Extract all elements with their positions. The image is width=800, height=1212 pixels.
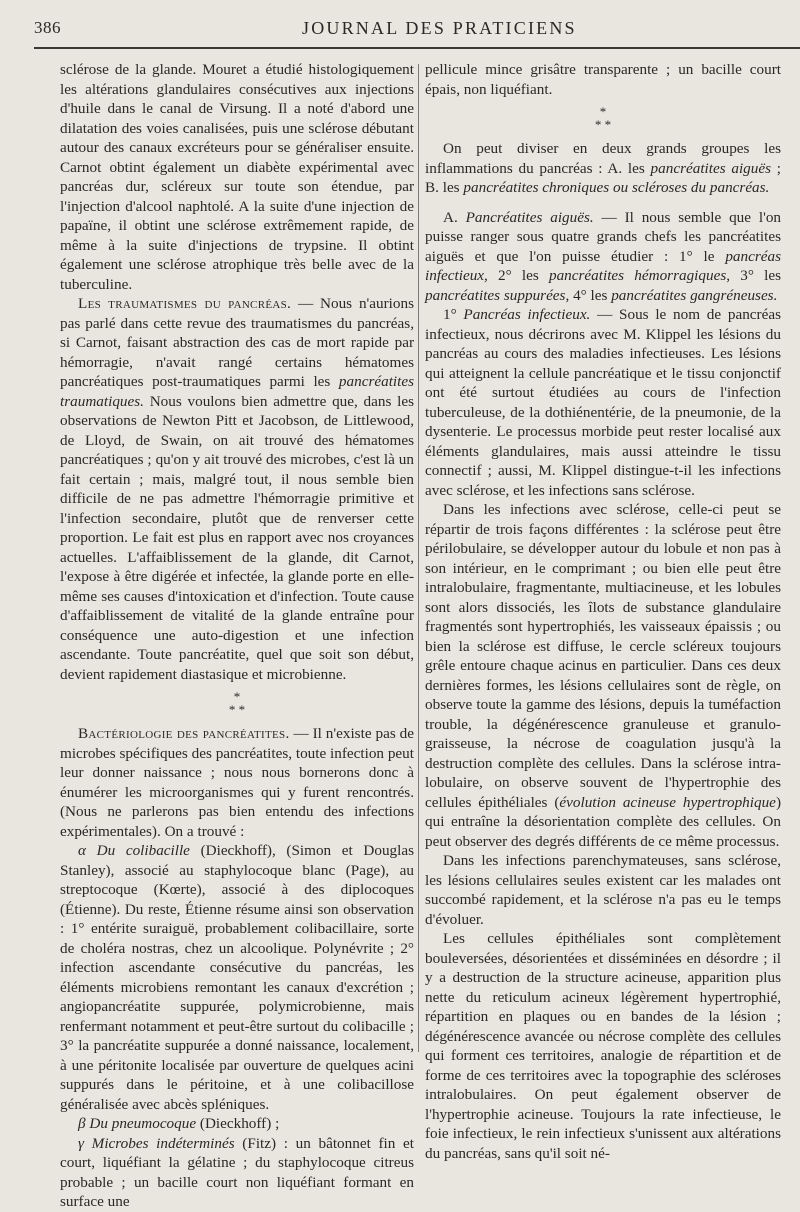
- list-item: [60, 1114, 414, 1134]
- text-run: A.: [443, 208, 466, 226]
- text-run: — Il nous semble que l'on puisse ranger sous quatre grands chefs les pancréatites aiguës et que l'on puisse étudier : 1° le: [425, 208, 782, 265]
- italic-text: pancréatites chroniques ou scléroses du pancréas.: [463, 179, 770, 196]
- paragraph: pellicule mince grisâtre transparente ; un bacille court épais, non liquéfiant.: [425, 61, 781, 98]
- paragraph: [425, 500, 781, 851]
- page-header: [34, 14, 800, 48]
- paragraph: [425, 305, 781, 500]
- text-run: On peut diviser en deux grands groupes les inflammations du pancréas : A. les: [425, 140, 781, 177]
- text-run: (Fitz) : un bâtonnet fin et court, liquéfiant la gélatine ; du staphylocoque citreus probable ; un bacille court non liquéfiant formant en surface une: [60, 1134, 415, 1210]
- text-run: ) qui entraîne la désorientation complète des cellules. On peut observer des degrés différents de ce même processus.: [425, 793, 781, 850]
- italic-text: Du pneumocoque: [85, 1115, 197, 1132]
- text-run: — Nous n'aurions pas parlé dans cette revue des traumatismes du pancréas, si Carnot, faisant abstraction des cas de mort rapide par hémorragie, n'avait rangé certains hématomes pancréatiques post-traumatiques parmi les: [60, 295, 414, 390]
- list-item: [60, 1134, 414, 1212]
- italic-text: Du colibacille: [85, 842, 190, 859]
- left-column: [60, 60, 414, 1212]
- list-marker: α: [78, 842, 86, 859]
- text-run: , 3° les: [726, 267, 781, 284]
- text-run: — Sous le nom de pancréas infectieux, nous décrirons avec M. Klippel les lésions du pancréas au cours des maladies infectieuses. Les lésions qui atteignent la cellule pancréatique et le tissu conjonctif ont été surtout étudiées au cours de l'infection tuberculeuse, de la dothiénentérie, de la pneumonie, de la dysenterie. Le processus morbide peut rester localisé aux éléments glandulaires, mais aussi atteindre le tissu connectif ; aussi, M. Klippel distingue-t-il les infections avec sclérose, et les infections sans sclérose.: [425, 306, 781, 499]
- paragraph: Les cellules épithéliales sont complètement bouleversées, désorientées et disséminées en désordre ; il y a destruction de la structure acineuse, apparition plus nette du reticulum acineux légèrement hypertrophié, répartition en plaques ou en bandes de la lésion ; dégénérescence avancée ou nécrose complète des cellules qui forment ces territoires, analogie de répartition et de forme de ces territoires avec la topographie des scléroses intralobulaires. On peut également observer de l'hypertrophie acineuse. Toujours la rate infectieuse, le foie infectieux, le rein infectieux s'unissent aux altérations du pancréas, sans qu'il soit né-: [425, 930, 781, 1162]
- text-run: Dans les infections avec sclérose, celle-ci peut se répartir de trois façons différentes : la sclérose peut être périlobulaire, se développer autour du lobule et non pas à son intérieur, en le comprimant ; ou bien elle peut être intralobulaire, fragmentante, multiacineuse, et les lobules sont alors dissociés, les îlots de substance glandulaire fragmentés sont hypertrophiés, les vaisseaux épaissis ; ou bien la sclérose est diffuse, le cercle scléreux toujours grêle entoure chaque acinus en particulier. Dans ces deux dernières formes, les lésions cellulaires sont de règle, on observe toute la gamme des lésions, depuis la tuméfaction trouble, la dégénérescence granuleuse et granulo-graisseuse, la nécrose de coagulation jusqu'à la destruction complète des cellules. Dans la sclérose intra-lobulaire, on observe souvent de l'hypertrophie des cellules épithéliales (: [425, 501, 781, 811]
- column-divider: [418, 64, 419, 1052]
- right-column: [425, 60, 781, 1163]
- text-run: , 4° les: [565, 286, 612, 304]
- paragraph: [60, 294, 414, 684]
- text-run: — Il n'existe pas de microbes spécifiques des pancréatites, toute infection peut leur donner naissance ; nous nous bornerons donc à énumérer les microorganismes qui y furent rencontrés. (Nous ne parlerons pas bien entendu des infections expérimentales). On a trouvé :: [60, 725, 414, 840]
- running-title: JOURNAL DES PRATICIENS: [302, 18, 577, 38]
- paragraph: sclérose de la glande. Mouret a étudié histologiquement les altérations glandulaires consécutives aux injections d'huile dans le canal de Virsung. Il a noté d'abord une dilatation des voies canalisées, puis une sclérose débutant autour des canaux excréteurs pour se généraliser ensuite. Carnot obtint également un diabète expérimental avec pancréas dur, scléreux sur toute son étendue, par l'injection d'alcool naphtolé. A la suite d'une injection de papaïne, il obtint une sclérose extrêmement rapide, de même à la suite d'injections de trypsine. Il obtint également une sclérose atrophique très belle avec de la tuberculine.: [60, 61, 414, 293]
- italic-text: pancréatites suppurées: [425, 286, 566, 304]
- italic-text: évolution acineuse hypertrophique: [559, 793, 776, 811]
- text-run: , 2° les: [484, 267, 549, 284]
- paragraph: [425, 208, 781, 306]
- section-heading: Les traumatismes du pancréas.: [78, 295, 292, 312]
- paragraph: [425, 139, 781, 198]
- spacer: [425, 198, 781, 208]
- section-separator-stars: * * *: [594, 104, 612, 132]
- text-run: 1°: [443, 306, 464, 323]
- italic-text: Pancréatites aiguës.: [465, 208, 594, 226]
- text-run: (Dieckhoff), (Simon et Douglas Stanley), associé au staphylocoque blanc (Page), au streptocoque (Kœrte), associé à des diplocoques (Étienne). Du reste, Étienne résume ainsi son observation : 1° entérite suraiguë, probablement colibacillaire, sorte de choléra nostras, chez un alcoolique. Polynévrite ; 2° infection ascendante consécutive du pancréas, les éléments microbiens remontant les canaux d'excrétion ; angiopancréatite suppurée, polymicrobienne, mais renfermant notamment et peut-être surtout du colibacille ; 3° la pancréatite suppurée a donné naissance, localement, à une péritonite localisée par ouverture de quelques acini suppurés dans le péritoine, et à une colibacillose généralisée avec abcès spléniques.: [60, 842, 414, 1113]
- paragraph: Dans les infections parenchymateuses, sans sclérose, les lésions cellulaires seules existent car les malades ont succombé rapidement, et la sclérose n'a pas eu le temps d'évoluer.: [425, 852, 781, 928]
- section-heading: Bactériologie des pancréatites.: [78, 725, 290, 742]
- list-marker: γ: [78, 1134, 84, 1152]
- text-run: ; B. les: [425, 159, 781, 196]
- text-run: (Dieckhoff) ;: [196, 1115, 280, 1132]
- italic-text: pancréatites hémorragiques: [548, 267, 727, 284]
- italic-text: Microbes indéterminés: [84, 1134, 235, 1152]
- italic-text: pancréatites traumatiques.: [60, 373, 414, 410]
- paragraph: [60, 724, 414, 841]
- italic-text: pancréas infectieux: [425, 247, 781, 284]
- page-number: 386: [34, 18, 61, 37]
- list-item: [60, 841, 414, 1114]
- text-run: Nous voulons bien admettre que, dans les observations de Newton Pitt et Jacobson, de Littlewood, de Lloyd, de Swain, on ait trouvé des hématomes pancréatiques ; qu'on y ait trouvé des microbes, c'est là un fait certain ; mais, malgré tout, il nous semble bien difficile de ne pas admettre l'hémorragie primitive et l'infection secondaire, plutôt que de renverser cette proportion. Le fait est plus en rapport avec nos croyances actuelles. L'affaiblissement de la glande, dit Carnot, l'expose à être digérée et infectée, la glande porte en elle-même ses causes d'intoxication et d'infection. Toute cause d'affaiblissement de vitalité de la glande entraîne pour conséquence une auto-digestion et une infection ascendante. Toute pancréatite, quel que soit son début, devient rapidement diastasique et microbienne.: [60, 392, 414, 683]
- italic-text: pancréatites aiguës: [650, 159, 772, 177]
- list-marker: β: [78, 1115, 86, 1132]
- italic-text: pancréatites gangréneuses.: [611, 286, 778, 304]
- header-rule: [34, 47, 800, 49]
- section-separator-stars: * * *: [228, 689, 246, 717]
- italic-text: Pancréas infectieux.: [463, 306, 591, 323]
